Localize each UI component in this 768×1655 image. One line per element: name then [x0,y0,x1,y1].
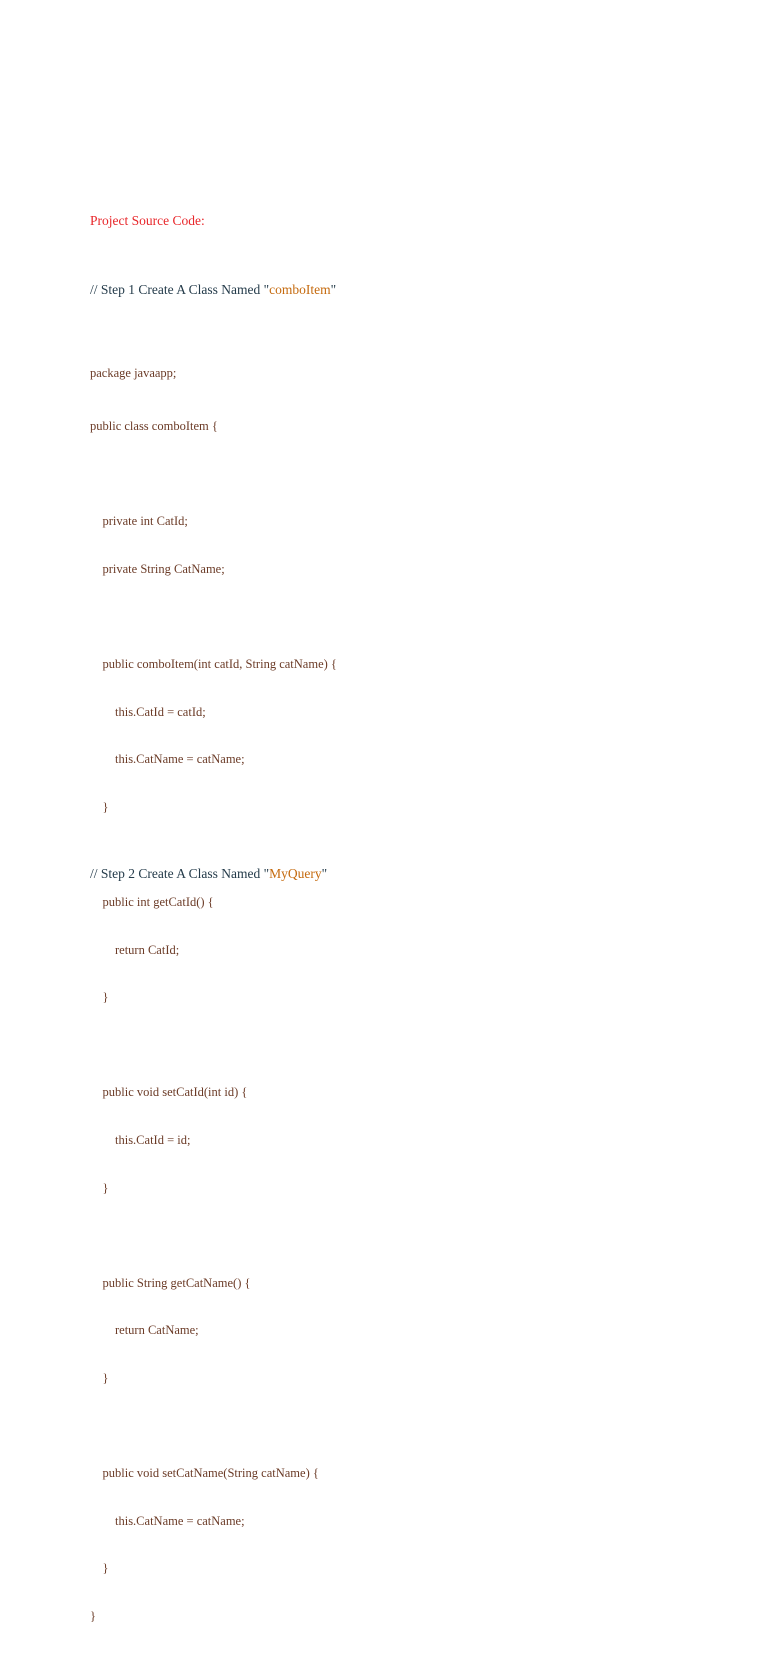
code-line: this.CatName = catName; [90,1513,245,1528]
code-line: this.CatId = id; [90,1132,191,1147]
code-line: } [90,990,109,1005]
section-heading: Project Source Code: [90,213,205,228]
code-line: } [90,1180,109,1195]
step-2-prefix: // Step 2 Create A Class Named " [90,866,270,881]
step-2-suffix: " [321,866,328,881]
code-line: } [90,1561,109,1576]
code-line: return CatName; [90,1323,199,1338]
code-line: public String getCatName() { [90,1275,251,1290]
code-line: private int CatId; [90,514,188,529]
code-line [90,1227,337,1245]
code-line: return CatId; [90,942,180,957]
code-line: } [90,799,109,814]
code-line: public void setCatName(String catName) { [90,1466,319,1481]
code-line: public void setCatId(int id) { [90,1085,248,1100]
step-1-class-name: comboItem [269,282,331,297]
code-line: public class comboItem { [90,419,218,433]
code-line: this.CatId = catId; [90,704,206,719]
code-line [90,1037,337,1055]
step-1-prefix: // Step 1 Create A Class Named " [90,282,270,297]
code-line: } [90,1608,96,1623]
step-1-comment [90,282,336,298]
code-line: } [90,1370,109,1385]
code-line [90,466,337,484]
code-line [90,1417,337,1435]
class-code-block [90,388,337,1655]
code-line: public comboItem(int catId, String catName) { [90,656,337,671]
step-2-class-name: MyQuery [269,866,322,881]
step-1-suffix: " [330,282,337,297]
code-line [90,846,337,864]
code-line [90,608,337,626]
code-line: private String CatName; [90,561,225,576]
code-line: public int getCatId() { [90,894,214,909]
code-line: package javaapp; [90,366,177,380]
code-line: this.CatName = catName; [90,752,245,767]
step-2-comment [90,866,327,882]
